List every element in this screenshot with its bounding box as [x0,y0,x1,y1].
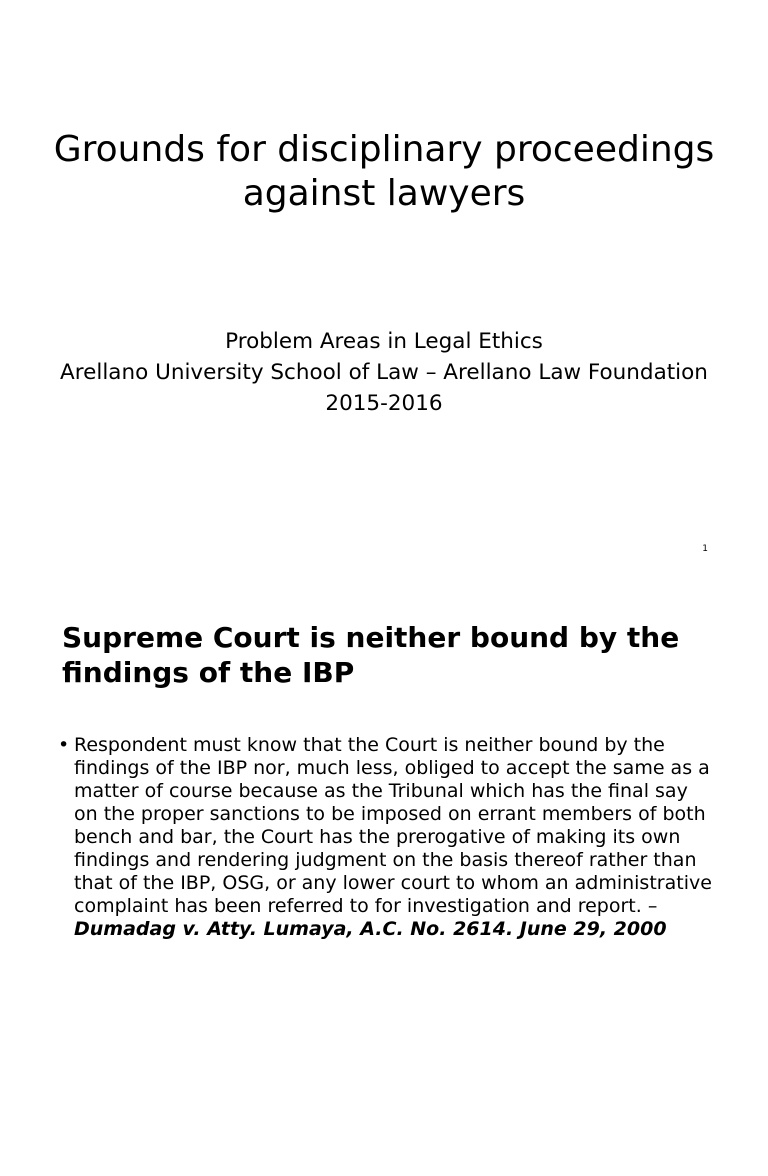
bullet-item [58,734,712,941]
slide-title: Grounds for disciplinary proceedings against lawyers [53,129,715,214]
slide-body [58,734,712,941]
slide-1 [0,0,768,576]
slide-number: 1 [702,544,708,554]
slide-title: Supreme Court is neither bound by the findings of the IBP [62,621,680,689]
academic-year: 2015-2016 [325,391,443,416]
course-name: Problem Areas in Legal Ethics [225,329,543,354]
institution-name: Arellano University School of Law – Arellano Law Foundation [60,360,708,385]
slide-2 [0,600,768,1176]
bullet-text: Respondent must know that the Court is neither bound by the findings of the IBP nor, much less, obliged to accept the same as a matter of course because as the Tribunal which has the final say on the proper sanctions to be imposed on errant members of both bench and bar, the Court has the prerogative of making its own findings and rendering judgment on the basis thereof rather than that of the IBP, OSG, or any lower court to whom an administrative complaint has been referred to for investigation and report. – [74,734,712,917]
bullet-icon: • [58,734,70,756]
bullet-content [74,734,712,941]
slide-subtitle [60,328,708,417]
case-citation: Dumadag v. Atty. Lumaya, A.C. No. 2614. June 29, 2000 [74,918,667,940]
